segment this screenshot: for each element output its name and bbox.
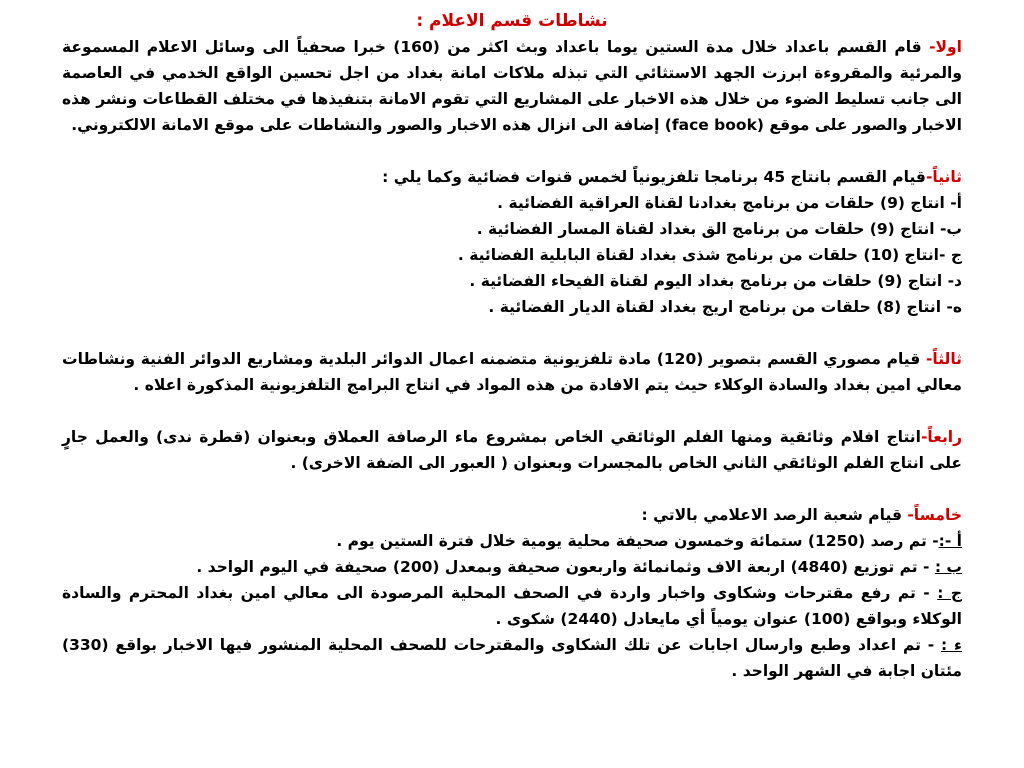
section-3-text: قيام مصوري القسم بتصوير (120) مادة تلفزيونية متضمنه اعمال الدوائر البلدية ومشاريع الدوائر الفنية ونشاطات معالي امين بغداد والسادة الوكلاء حيث يتم الافادة من هذه المواد في انتاج البرامج التلفزيونية المذكورة اعلاه .: [62, 350, 962, 394]
spacer: [62, 398, 962, 424]
section-3-paragraph: [62, 346, 962, 398]
list-item: [62, 580, 962, 632]
list-item-text: - تم رصد (1250) ستمائة وخمسون صحيفة محلية يومية خلال فترة الستين يوم .: [336, 532, 939, 550]
list-item-letter: ب :: [934, 558, 962, 576]
section-2-label: ثانياً-: [925, 168, 962, 186]
list-item-text: - تم رفع مقترحات وشكاوى واخبار واردة في الصحف المحلية المرصودة الى معالي امين بغداد المحترم والسادة الوكلاء وبواقع (100) عنوان يومياً أي مايعادل (2440) شكوى .: [62, 584, 962, 628]
list-item: د- انتاج (9) حلقات من برنامج بغداد اليوم لقناة الفيحاء الفضائية .: [469, 272, 962, 290]
spacer: [62, 320, 962, 346]
page-title: نشاطات قسم الاعلام :: [416, 11, 608, 31]
section-2-intro: [62, 164, 962, 190]
list-item-text: - تم توزيع (4840) اربعة الاف وثمانمائة واربعون صحيفة وبمعدل (200) صحيفة في اليوم الواحد .: [196, 558, 935, 576]
list-item: [62, 554, 962, 580]
section-1-label: اولا-: [929, 38, 962, 56]
section-1-paragraph: [62, 34, 962, 138]
list-item-letter: ج :: [937, 584, 963, 602]
list-item: ب- انتاج (9) حلقات من برنامج الق بغداد لقناة المسار الفضائية .: [476, 220, 962, 238]
section-5-intro-text: قيام شعبة الرصد الاعلامي بالاتي :: [641, 506, 908, 524]
spacer: [62, 476, 962, 502]
section-5-label: خامساً-: [907, 506, 962, 524]
section-2-intro-text: قيام القسم بانتاج 45 برنامجا تلفزيونياً لخمس قنوات فضائية وكما يلي :: [382, 168, 926, 186]
section-4-label: رابعاً-: [920, 428, 962, 446]
list-item: [62, 632, 962, 684]
section-4-paragraph: [62, 424, 962, 476]
list-item-letter: أ -:: [938, 532, 962, 550]
list-item-letter: ء :: [941, 636, 962, 654]
section-4-text: انتاج افلام وثائقية ومنها الفلم الوثائقي الخاص بمشروع ماء الرصافة العملاق وبعنوان (قطرة ندى) والعمل جارٍ على انتاج الفلم الوثائقي الثاني الخاص بالمجسرات وبعنوان ( العبور الى الضفة الاخرى) .: [62, 428, 962, 472]
list-item-text: - تم اعداد وطبع وارسال اجابات عن تلك الشكاوى والمقترحات للصحف المحلية المنشور فيها الاخبار بواقع (330) مئتان اجابة في الشهر الواحد .: [62, 636, 962, 680]
list-item: أ- انتاج (9) حلقات من برنامج بغدادنا لقناة العراقية الفضائية .: [497, 194, 962, 212]
section-5-intro: [62, 502, 962, 528]
list-item: [62, 528, 962, 554]
list-item: ج -انتاج (10) حلقات من برنامج شذى بغداد لقناة البابلية الفضائية .: [457, 246, 962, 264]
list-item: ه- انتاج (8) حلقات من برنامج اريج بغداد لقناة الديار الفضائية .: [488, 298, 962, 316]
section-1-text: قام القسم باعداد خلال مدة الستين يوما باعداد وبث اكثر من (160) خبرا صحفياً الى وسائل الاعلام المسموعة والمرئية والمقروءة ابرزت الجهد الاستثائي التي تبذله ملاكات امانة بغداد من اجل تحسين الواقع الخدمي في العاصمة الى جانب تسليط الضوء من خلال هذه الاخبار على المشاريع التي تقوم الامانة بتنفيذها في مختلف القطاعات ونشر هذه الاخبار والصور على موقع (face book) إضافة الى انزال هذه الاخبار والصور والنشاطات على موقع الامانة الالكتروني.: [62, 38, 962, 134]
section-3-label: ثالثاً-: [925, 350, 962, 368]
spacer: [62, 138, 962, 164]
